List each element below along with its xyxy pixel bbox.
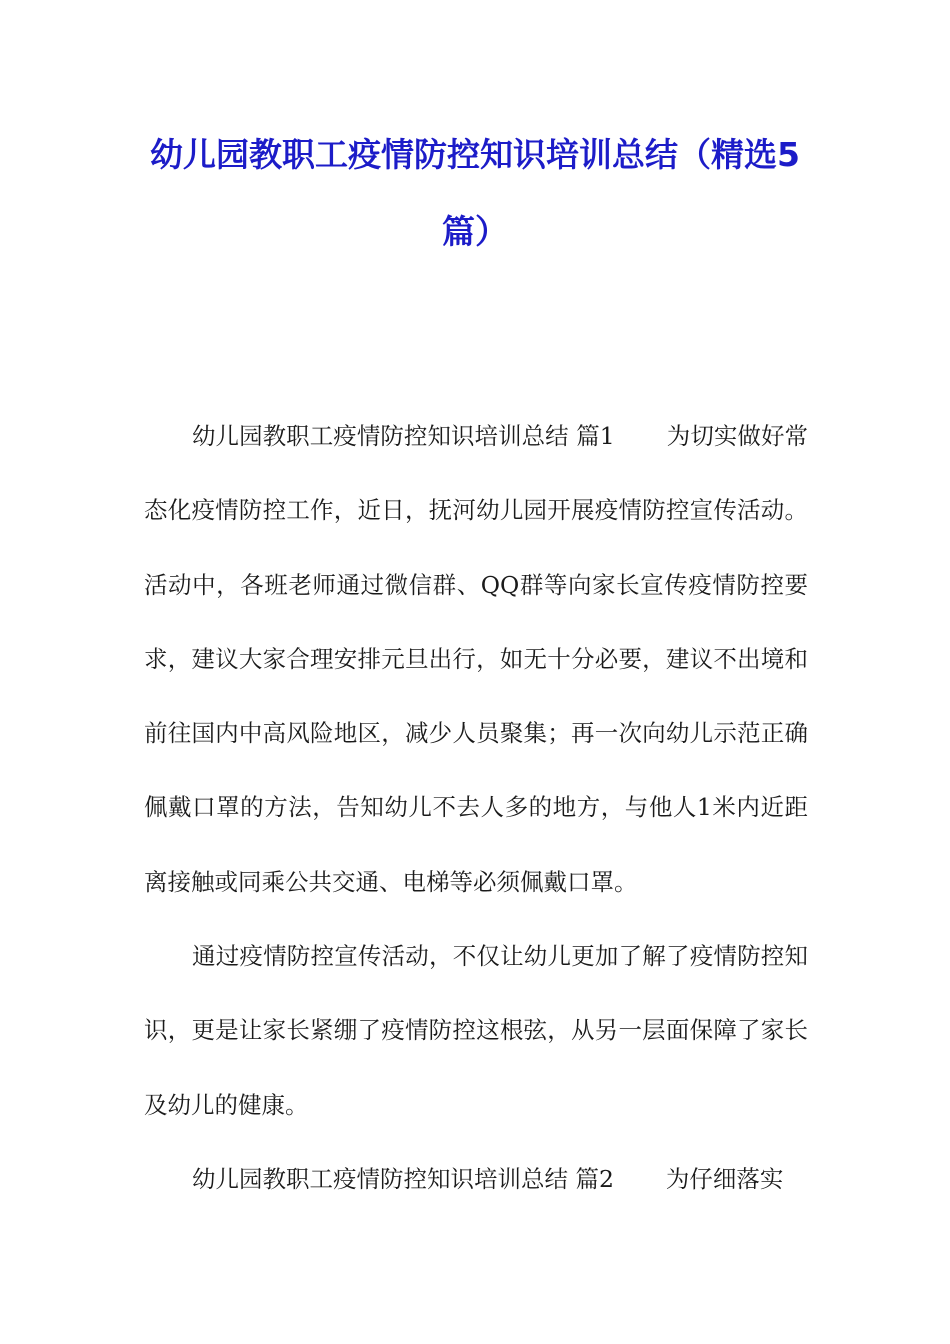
document-body (144, 399, 808, 1216)
document-title: 幼儿园教职工疫情防控知识培训总结（精选5篇） (150, 135, 800, 251)
paragraph-2 (144, 919, 808, 1142)
section-heading-2: 幼儿园教职工疫情防控知识培训总结 篇2 (192, 1164, 614, 1193)
section-heading-1: 幼儿园教职工疫情防控知识培训总结 篇1 (192, 422, 615, 450)
paragraph-1 (144, 399, 808, 919)
paragraph-2-text: 通过疫情防控宣传活动，不仅让幼儿更加了解了疫情防控知识，更是让家长紧绷了疫情防控这根弦，从另一层面保障了家长及幼儿的健康。 (144, 942, 808, 1119)
paragraph-3-text: 为仔细落实 (665, 1164, 784, 1193)
paragraph-1-text: 为切实做好常态化疫情防控工作，近日，抚河幼儿园开展疫情防控宣传活动。活动中，各班老师通过微信群、QQ群等向家长宣传疫情防控要求，建议大家合理安排元旦出行，如无十分必要，建议不出境和前往国内中高风险地区，减少人员聚集；再一次向幼儿示范正确佩戴口罩的方法，告知幼儿不去人多的地方，与他人1米内近距离接触或同乘公共交通、电梯等必须佩戴口罩。 (144, 422, 809, 896)
paragraph-3 (144, 1142, 808, 1216)
